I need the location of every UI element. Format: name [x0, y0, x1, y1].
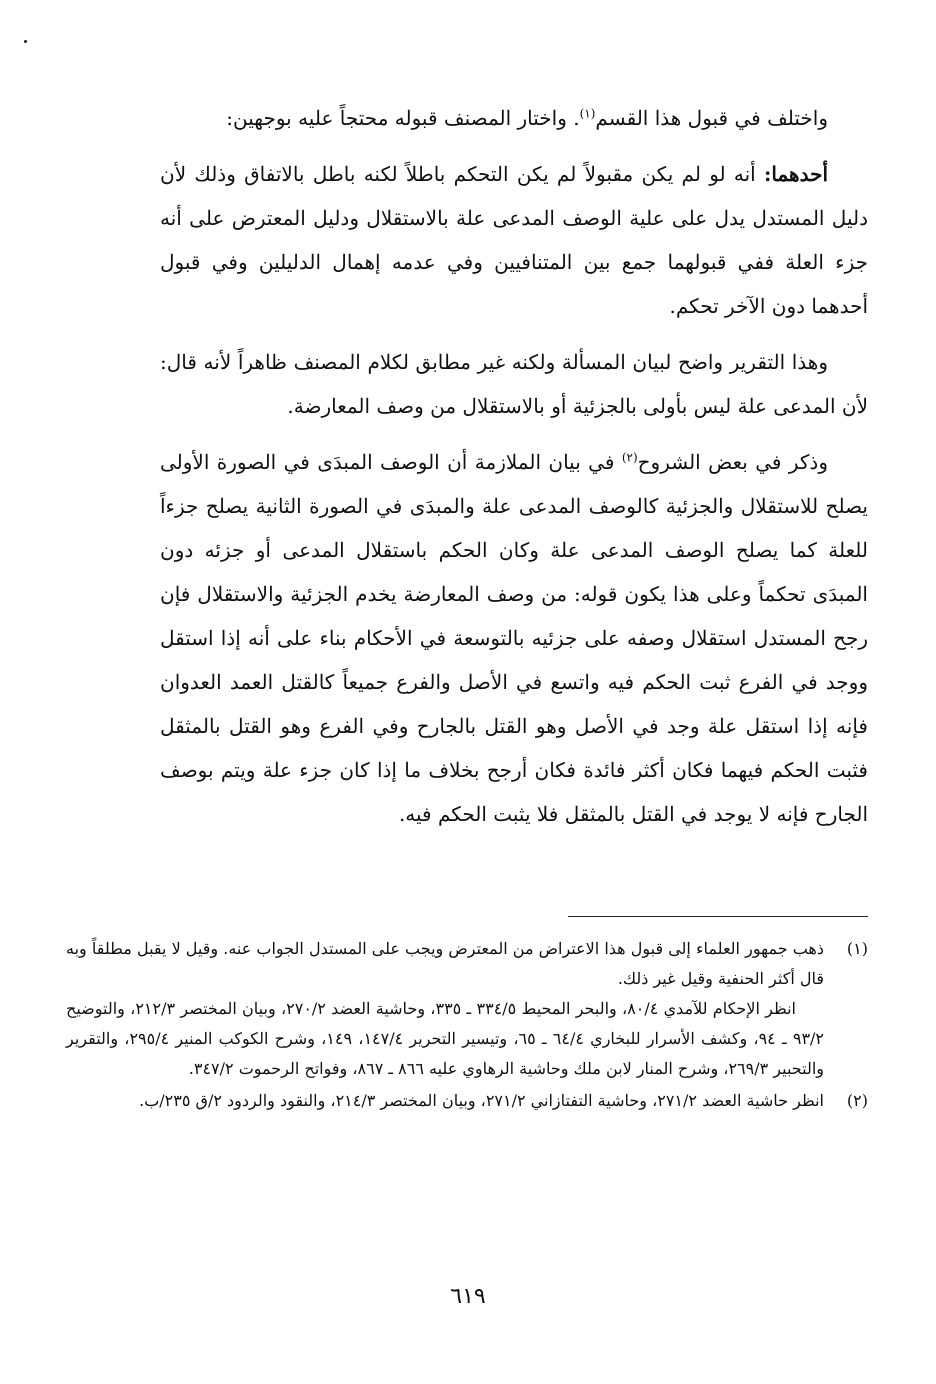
- footnote-separator: [568, 916, 868, 917]
- footnote-2: [66, 1086, 868, 1116]
- paragraph-2-lead: أحدهما:: [764, 162, 829, 186]
- footnote-1-line-2: انظر الإحكام للآمدي ٨٠/٤، والبحر المحيط ٣٣٤/٥ ـ ٣٣٥، وحاشية العضد ٢٧٠/٢، وبيان المختصر ٢١٢/٣، والتوضيح ٩٣/٢ ـ ٩٤، وكشف الأسرار للبخاري ٦٤/٤ ـ ٦٥، وتيسير التحرير ١٤٧/٤، ١٤٩، وشرح الكوكب المنير ٢٩٥/٤، والتقرير والتحبير ٢٦٩/٣، وشرح المنار لابن ملك وحاشية الرهاوي عليه ٨٦٦ ـ ٨٦٧، وفواتح الرحموت ٣٤٧/٢.: [66, 999, 825, 1078]
- scan-speck: [24, 40, 27, 43]
- footnote-1-line-1: ذهب جمهور العلماء إلى قبول هذا الاعتراض من المعترض ويجب على المستدل الجواب عنه. وقيل لا يقبل مطلقاً وبه قال أكثر الحنفية وقيل غير ذلك.: [66, 939, 824, 988]
- paragraph-1-text: واختلف في قبول هذا القسم: [595, 106, 828, 130]
- paragraph-1: [160, 96, 868, 140]
- footnote-1-number: (١): [846, 939, 868, 958]
- footnote-2-line-1: انظر حاشية العضد ٢٧١/٢، وحاشية التفتازاني ٢٧١/٢، وبيان المختصر ٢١٤/٣، والنقود والردود ٢/ق ٢٣٥/ب.: [139, 1091, 824, 1110]
- main-text: [160, 96, 868, 848]
- paragraph-4: [160, 440, 868, 836]
- footnotes: [66, 934, 868, 1118]
- page-number: ٦١٩: [450, 1284, 486, 1309]
- paragraph-1-rest: . واختار المصنف قبوله محتجاً عليه بوجهين:: [226, 106, 580, 130]
- paragraph-2: [160, 152, 868, 328]
- paragraph-4-rest: في بيان الملازمة أن الوصف المبدَى في الصورة الأولى يصلح للاستقلال والجزئية كالوصف المدعى علة والمبدَى في الصورة الثانية يصلح جزءاً للعلة كما يصلح الوصف المدعى علة وكان الحكم باستقلال المدعى أو جزئه دون المبدَى تحكماً وعلى هذا يكون قوله: من وصف المعارضة يخدم الجزئية والاستقلال فإن رجح المستدل استقلال وصفه على جزئيه بالتوسعة في الأحكام بناء على أنه إذا استقل ووجد في الفرع ثبت الحكم فيه واتسع في الأصل والفرع جميعاً كالقتل العمد العدوان فإنه إذا استقل علة وجد في الأصل وهو القتل بالجارح وفي الفرع وهو القتل بالمثقل فثبت الحكم فيهما فكان أكثر فائدة فكان أرجح بخلاف ما إذا كان جزء علة ويتم بوصف الجارح فإنه لا يوجد في القتل بالمثقل فلا يثبت الحكم فيه.: [160, 450, 868, 826]
- footnote-ref-1[interactable]: (١): [579, 106, 596, 121]
- footnote-ref-2[interactable]: (٢): [621, 450, 638, 465]
- footnote-2-body: [66, 1086, 824, 1116]
- paragraph-4-text: وذكر في بعض الشروح: [637, 450, 828, 474]
- paragraph-3: [160, 340, 868, 428]
- paragraph-2-text: أنه لو لم يكن مقبولاً لم يكن التحكم باطلاً لكنه باطل بالاتفاق وذلك لأن دليل المستدل يدل على علية الوصف المدعى علة بالاستقلال ودليل المعترض على أنه جزء العلة ففي قبولهما جمع بين المتنافيين وفي عدمه إهمال الدليلين وفي قبول أحدهما دون الآخر تحكم.: [160, 162, 868, 318]
- footnote-1-body: [66, 934, 824, 1084]
- footnote-1: [66, 934, 868, 1084]
- paragraph-3-text: وهذا التقرير واضح لبيان المسألة ولكنه غير مطابق لكلام المصنف ظاهراً لأنه قال: لأن المدعى علة ليس بأولى بالجزئية أو بالاستقلال من وصف المعارضة.: [160, 350, 868, 418]
- footnote-2-number: (٢): [846, 1091, 868, 1110]
